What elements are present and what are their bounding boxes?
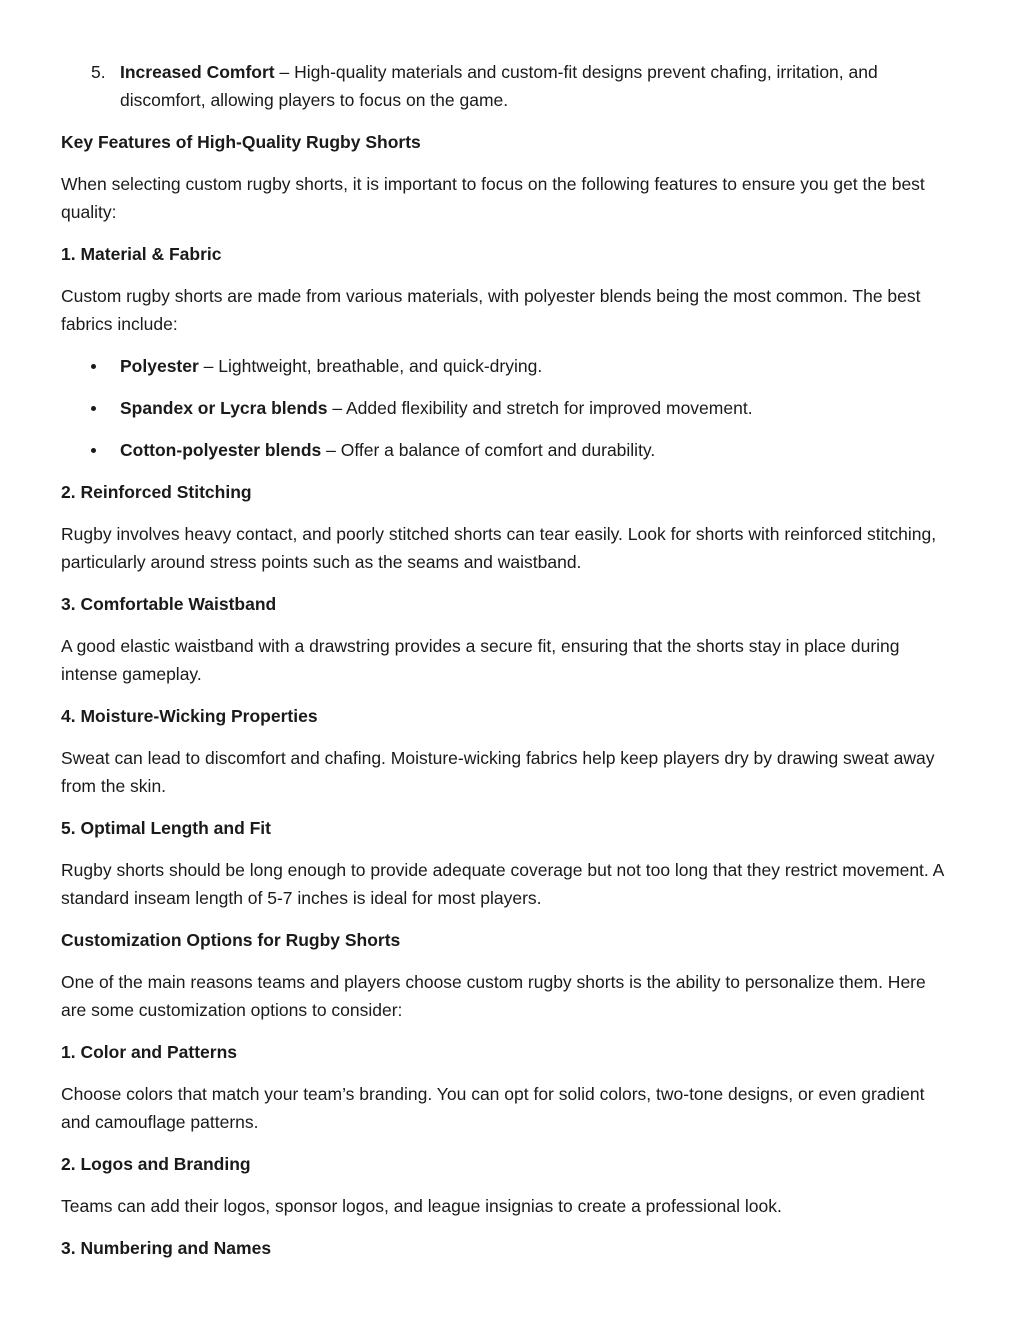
- section-heading-customization: Customization Options for Rugby Shorts: [61, 930, 401, 950]
- length-paragraph: Rugby shorts should be long enough to provide adequate coverage but not too long that they restrict movement. A standard inseam length of 5-7 inches is ideal for most players.: [61, 860, 944, 908]
- subheading-length: 5. Optimal Length and Fit: [61, 818, 271, 838]
- waistband-paragraph: A good elastic waistband with a drawstring provides a secure fit, ensuring that the shorts stay in place during intense gameplay.: [61, 636, 900, 684]
- section-heading-key-features: Key Features of High-Quality Rugby Shorts: [61, 132, 421, 152]
- subheading-numbering: 3. Numbering and Names: [61, 1238, 272, 1258]
- bullet-dot: [91, 364, 96, 369]
- subheading-material: 1. Material & Fabric: [61, 244, 222, 264]
- colors-paragraph: Choose colors that match your team’s branding. You can opt for solid colors, two-tone designs, or even gradient and camouflage patterns.: [61, 1084, 925, 1132]
- numbered-list-item: [61, 58, 953, 114]
- bullet-item-polyester: [61, 352, 953, 380]
- subheading-waistband: 3. Comfortable Waistband: [61, 594, 277, 614]
- bullet-title: Polyester: [120, 356, 199, 376]
- material-paragraph: Custom rugby shorts are made from various materials, with polyester blends being the most common. The best fabrics include:: [61, 286, 921, 334]
- bullet-item-cotton: [61, 436, 953, 464]
- bullet-title: Cotton-polyester blends: [120, 440, 322, 460]
- bullet-text: – Offer a balance of comfort and durability.: [321, 440, 656, 460]
- customization-intro: One of the main reasons teams and players choose custom rugby shorts is the ability to personalize them. Here are some customization options to consider:: [61, 972, 926, 1020]
- bullet-text: – Added flexibility and stretch for improved movement.: [327, 398, 753, 418]
- moisture-paragraph: Sweat can lead to discomfort and chafing. Moisture-wicking fabrics help keep players dry by drawing sweat away from the skin.: [61, 748, 935, 796]
- document-page: [61, 58, 953, 1276]
- subheading-logos: 2. Logos and Branding: [61, 1154, 251, 1174]
- bullet-dot: [91, 406, 96, 411]
- bullet-title: Spandex or Lycra blends: [120, 398, 328, 418]
- bullet-item-spandex: [61, 394, 953, 422]
- key-features-intro: When selecting custom rugby shorts, it is important to focus on the following features to ensure you get the best quality:: [61, 174, 925, 222]
- logos-paragraph: Teams can add their logos, sponsor logos, and league insignias to create a professional look.: [61, 1196, 782, 1216]
- subheading-moisture: 4. Moisture-Wicking Properties: [61, 706, 318, 726]
- bullet-text: – Lightweight, breathable, and quick-drying.: [198, 356, 543, 376]
- list-item-title: Increased Comfort: [120, 62, 275, 82]
- list-number: 5.: [91, 62, 106, 82]
- list-item-text: – High-quality materials and custom-fit designs prevent chafing, irritation, and discomfort, allowing players to focus on the game.: [120, 62, 878, 110]
- subheading-stitching: 2. Reinforced Stitching: [61, 482, 252, 502]
- stitching-paragraph: Rugby involves heavy contact, and poorly stitched shorts can tear easily. Look for shorts with reinforced stitching, particularly around stress points such as the seams and waistband.: [61, 524, 937, 572]
- subheading-colors: 1. Color and Patterns: [61, 1042, 238, 1062]
- bullet-dot: [91, 448, 96, 453]
